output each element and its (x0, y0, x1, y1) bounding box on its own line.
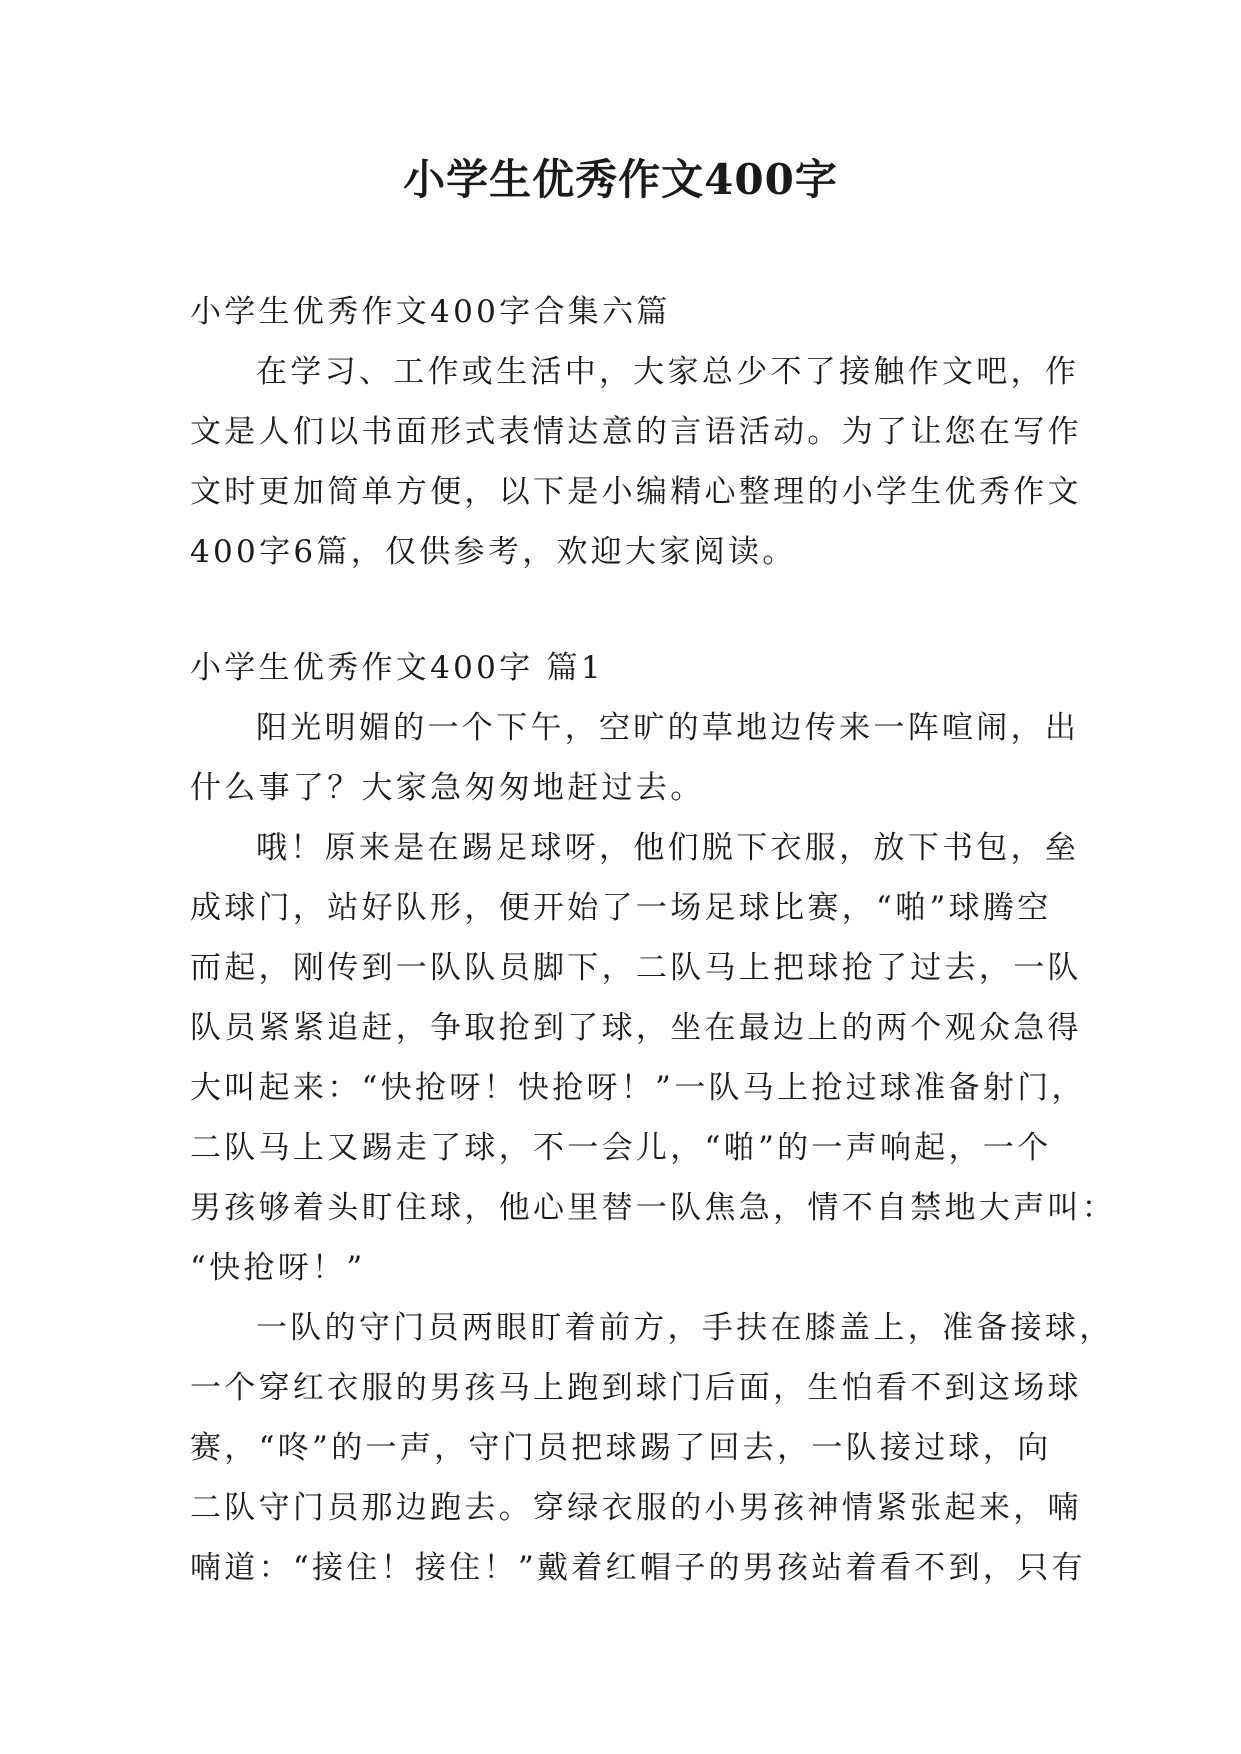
paragraph-line: 文时更加简单方便，以下是小编精心整理的小学生优秀作文 (190, 474, 1082, 510)
paragraph-line: 成球门，站好队形，便开始了一场足球比赛，“啪”球腾空 (190, 890, 1052, 926)
paragraph-line: 男孩够着头盯住球，他心里替一队焦急，情不自禁地大声叫： (190, 1190, 1117, 1226)
section-paragraph (190, 698, 1080, 818)
paragraph-line: 文是人们以书面形式表情达意的言语活动。为了让您在写作 (190, 414, 1082, 450)
section-gap (190, 582, 1050, 638)
paragraph-line: 喃道：“接住！接住！”戴着红帽子的男孩站着看不到，只有 (190, 1550, 1086, 1586)
paragraph-line: 一队的守门员两眼盯着前方，手扶在膝盖上，准备接球， (256, 1310, 1114, 1346)
section-paragraph (190, 818, 1117, 1298)
intro-heading: 小学生优秀作文400字合集六篇 (190, 294, 671, 330)
paragraph-line: 阳光明媚的一个下午，空旷的草地边传来一阵喧闹，出 (256, 710, 1080, 746)
paragraph-line: 一个穿红衣服的男孩马上跑到球门后面，生怕看不到这场球 (190, 1370, 1082, 1406)
intro-paragraph (190, 342, 1082, 582)
paragraph-line: 二队守门员那边跑去。穿绿衣服的小男孩神情紧张起来，喃 (190, 1490, 1082, 1526)
paragraph-line: “快抢呀！” (190, 1250, 366, 1286)
paragraph-line: 什么事了？大家急匆匆地赶过去。 (190, 770, 705, 806)
paragraph-line: 哦！原来是在踢足球呀，他们脱下衣服，放下书包，垒 (256, 830, 1080, 866)
paragraph-line: 而起，刚传到一队队员脚下，二队马上把球抢了过去，一队 (190, 950, 1082, 986)
page-title: 小学生优秀作文400字 (403, 155, 838, 204)
section-paragraph (190, 1298, 1114, 1598)
paragraph-line: 在学习、工作或生活中，大家总少不了接触作文吧，作 (256, 354, 1080, 390)
document-body (190, 282, 1117, 1598)
paragraph-line: 400字6篇，仅供参考，欢迎大家阅读。 (190, 534, 797, 570)
paragraph-line: 队员紧紧追赶，争取抢到了球，坐在最边上的两个观众急得 (190, 1010, 1082, 1046)
paragraph-line: 大叫起来：“快抢呀！快抢呀！”一队马上抢过球准备射门， (190, 1070, 1086, 1106)
section-heading: 小学生优秀作文400字 篇1 (190, 650, 604, 686)
paragraph-line: 赛，“咚”的一声，守门员把球踢了回去，一队接过球，向 (190, 1430, 1052, 1466)
paragraph-line: 二队马上又踢走了球，不一会儿，“啪”的一声响起，一个 (190, 1130, 1052, 1166)
